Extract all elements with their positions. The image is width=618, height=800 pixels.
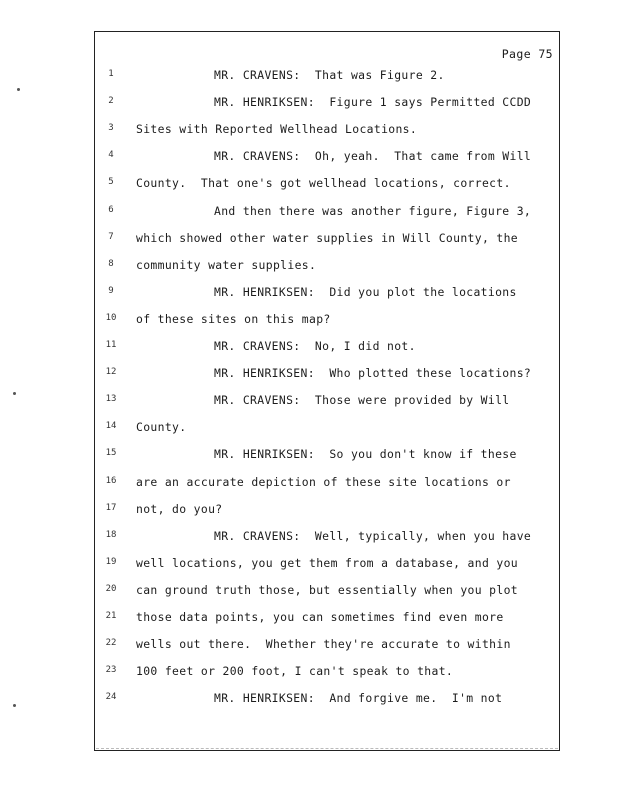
transcript-line — [95, 393, 561, 409]
line-number: 10 — [105, 312, 117, 323]
line-number: 9 — [108, 285, 114, 296]
line-text: MR. CRAVENS: That was Figure 2. — [214, 68, 445, 82]
line-text: those data points, you can sometimes find even more — [136, 610, 504, 624]
transcript-line — [95, 366, 561, 382]
line-text: 100 feet or 200 foot, I can't speak to that. — [136, 664, 454, 679]
line-text: MR. HENRIKSEN: Figure 1 says Permitted CCDD — [214, 95, 532, 110]
line-number: 5 — [108, 177, 114, 188]
transcript-line — [95, 149, 561, 165]
line-number: 4 — [108, 150, 114, 161]
line-text: MR. HENRIKSEN: And forgive me. I'm not — [214, 691, 503, 706]
line-text: are an accurate depiction of these site locations or — [136, 474, 511, 489]
transcript-line — [95, 529, 561, 545]
line-number: 18 — [105, 529, 117, 540]
line-number: 21 — [105, 611, 117, 621]
line-text: which showed other water supplies in Will County, the — [136, 230, 519, 245]
line-text: MR. CRAVENS: Well, typically, when you have — [214, 528, 532, 543]
transcript-line — [95, 420, 561, 436]
bottom-rule — [96, 748, 558, 749]
line-number: 22 — [105, 638, 117, 649]
transcript-line — [95, 285, 561, 301]
line-number: 17 — [105, 502, 117, 513]
transcript-line — [95, 95, 561, 111]
line-text: well locations, you get them from a database, and you — [136, 555, 519, 570]
line-text: MR. HENRIKSEN: Did you plot the locations — [214, 284, 517, 299]
transcript-line — [95, 204, 561, 220]
transcript-line — [95, 583, 561, 599]
line-number: 2 — [108, 96, 114, 107]
transcript-line — [95, 610, 561, 626]
transcript-page — [94, 31, 560, 751]
line-number: 15 — [105, 448, 117, 459]
line-text: can ground truth those, but essentially when you plot — [136, 582, 519, 597]
transcript-line — [95, 637, 561, 653]
line-text: County. — [136, 420, 187, 435]
line-number: 7 — [108, 231, 114, 242]
line-number: 20 — [105, 583, 117, 594]
transcript-line — [95, 122, 561, 138]
line-number: 6 — [108, 204, 114, 215]
transcript-line — [95, 447, 561, 463]
line-text: community water supplies. — [136, 257, 317, 272]
line-number: 19 — [105, 556, 117, 567]
line-number: 23 — [105, 665, 117, 676]
page-number: Page 75 — [501, 47, 553, 61]
transcript-line — [95, 664, 561, 680]
transcript-line — [95, 502, 561, 518]
line-text: County. That one's got wellhead locations, correct. — [136, 176, 511, 191]
line-text: MR. HENRIKSEN: Who plotted these locations? — [214, 366, 532, 381]
line-number: 8 — [108, 258, 114, 269]
transcript-line — [95, 556, 561, 572]
line-text: MR. CRAVENS: Oh, yeah. That came from Will — [214, 149, 532, 164]
line-number: 12 — [105, 367, 117, 378]
margin-mark — [17, 88, 20, 91]
line-number: 13 — [105, 394, 117, 405]
transcript-line — [95, 68, 561, 84]
line-text: MR. HENRIKSEN: So you don't know if these — [214, 447, 517, 462]
line-text: of these sites on this map? — [136, 311, 331, 326]
margin-mark — [13, 392, 16, 395]
line-text: not, do you? — [136, 501, 223, 516]
margin-mark — [13, 704, 16, 707]
transcript-line — [95, 176, 561, 192]
line-number: 14 — [105, 421, 117, 432]
transcript-line — [95, 258, 561, 274]
line-text: MR. CRAVENS: Those were provided by Will — [214, 393, 510, 408]
line-number: 16 — [105, 475, 117, 486]
transcript-line — [95, 231, 561, 247]
line-number: 3 — [108, 123, 114, 134]
line-text: Sites with Reported Wellhead Locations. — [136, 122, 418, 137]
line-number: 1 — [108, 69, 114, 79]
line-text: MR. CRAVENS: No, I did not. — [214, 339, 416, 353]
line-text: wells out there. Whether they're accurate to within — [136, 637, 511, 652]
transcript-line — [95, 475, 561, 491]
transcript-line — [95, 691, 561, 707]
transcript-line — [95, 312, 561, 328]
transcript-line — [95, 339, 561, 355]
line-number: 24 — [105, 692, 117, 703]
line-number: 11 — [105, 340, 117, 350]
line-text: And then there was another figure, Figure 3, — [214, 203, 532, 218]
